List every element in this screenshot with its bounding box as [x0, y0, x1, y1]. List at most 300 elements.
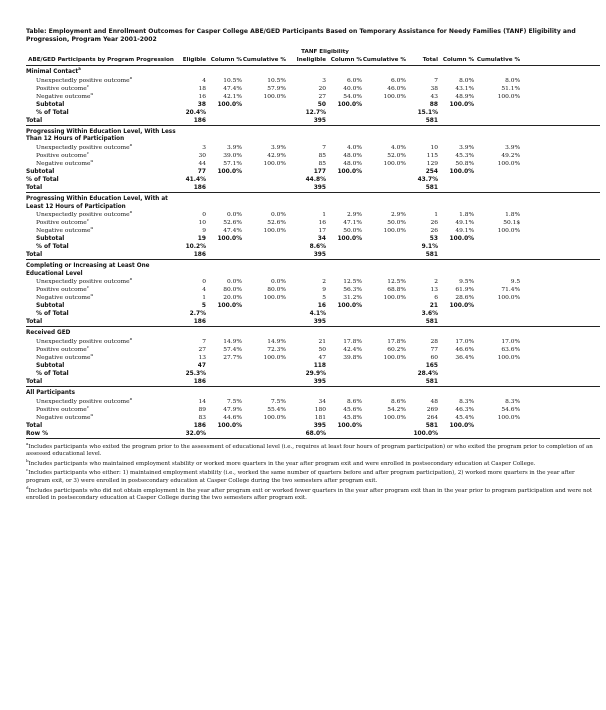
spacer-cell: [520, 251, 600, 260]
table-cell: 395: [286, 378, 326, 387]
table-cell: 55.4%: [267, 406, 286, 413]
table-cell: 60.2%: [387, 346, 406, 353]
spacer-cell: [362, 235, 406, 243]
section-title-text: Progressing Within Education Level, With Less Than 12 Hours of Participation: [26, 128, 176, 143]
row-label: [26, 77, 176, 85]
table-cell: 269: [426, 406, 438, 413]
table-cell: 9: [322, 287, 326, 294]
table-cell: 581: [406, 251, 438, 260]
total-row: [26, 378, 600, 387]
row-label: [26, 251, 176, 260]
table-cell: 14.9%: [267, 338, 286, 345]
table-cell: 50: [318, 346, 326, 353]
row-label: [26, 378, 176, 387]
spacer-cell: [520, 346, 600, 354]
row-label-text: Subtotal: [36, 236, 65, 243]
row-label: [26, 430, 176, 439]
table-cell: 39.0%: [223, 152, 242, 159]
spacer-cell: [520, 386, 600, 397]
table-row: [26, 346, 600, 354]
spacer-cell: [176, 192, 206, 211]
table-cell: 118: [313, 362, 326, 369]
spacer-cell: [242, 243, 286, 251]
footnote-marker: b: [26, 457, 29, 463]
row-label-text: Total: [26, 252, 43, 259]
table-cell: 17.8%: [343, 338, 362, 345]
row-label: [26, 144, 176, 152]
table-cell: 49.1%: [455, 220, 475, 227]
row-label-text: Negative outcome: [36, 295, 91, 302]
spacer-cell: [206, 386, 242, 397]
table-cell: 1.8%: [459, 212, 475, 219]
spacer-cell: [206, 66, 242, 77]
spacer-cell: [242, 362, 286, 370]
footnote-marker: c: [86, 286, 89, 290]
spacer-cell: [326, 184, 362, 193]
spacer-cell: [438, 176, 474, 184]
table-cell: 5: [322, 295, 326, 302]
spacer-cell: [520, 109, 600, 117]
table-row: [26, 152, 600, 160]
row-label: [26, 278, 176, 286]
row-label: [26, 227, 176, 235]
spacer-cell: [362, 109, 406, 117]
table-cell: 186: [176, 318, 206, 327]
row-label-text: Unexpectedly positive outcome: [36, 77, 130, 84]
table-cell: 47.1%: [343, 220, 362, 227]
table-cell: 2: [434, 279, 438, 286]
table-cell: 60: [430, 354, 438, 361]
table-cell: 18: [198, 85, 206, 92]
table-cell: 100.0%: [383, 295, 406, 302]
participants-header: ABE/GED Participants by Program Progression: [26, 57, 176, 66]
footnote-marker: c: [86, 405, 89, 409]
table-cell: 100.0%: [263, 414, 286, 421]
spacer-cell: [362, 327, 406, 338]
spacer-cell: [520, 260, 600, 279]
spacer-cell: [474, 260, 520, 279]
table-cell: 13: [430, 287, 438, 294]
spacer-cell: [176, 260, 206, 279]
subtotal-row: [26, 168, 600, 176]
table-cell: 100.0%: [497, 414, 521, 421]
total-row: [26, 117, 600, 126]
row-label-text: % of Total: [36, 311, 69, 318]
footnote-marker: d: [90, 294, 94, 298]
table-cell: 40.0%: [343, 85, 362, 92]
spacer-cell: [474, 310, 520, 318]
table-cell: 80.0%: [223, 287, 242, 294]
row-label-text: Total: [26, 184, 43, 191]
section-title-row: [26, 192, 600, 211]
table-cell: 48.0%: [343, 152, 362, 159]
footnote-marker: b: [129, 143, 133, 147]
table-cell: 25.3%: [185, 370, 206, 377]
table-cell: 16: [318, 220, 326, 227]
spacer-cell: [474, 125, 520, 144]
spacer-cell: [206, 109, 242, 117]
table-row: [26, 406, 600, 414]
spacer-cell: [242, 302, 286, 310]
table-cell: 89: [198, 406, 206, 413]
footnote-text: Includes participants who did not obtain employment in the year after program exit or worked fewer quarters in the year after program exit than in the year prior to program participation and were not enrolled in postsecondary education at Casper College during the two semesters after program exit.: [26, 487, 593, 502]
percent-of-total-row: [26, 370, 600, 378]
table-cell: 46.6%: [455, 346, 475, 353]
table-cell: 49.1%: [455, 228, 475, 235]
section-title-text: Progressing Within Education Level, With at Least 12 Hours of Participation: [26, 195, 168, 210]
table-cell: 27: [318, 93, 326, 100]
table-cell: 68.0%: [286, 430, 326, 439]
spacer-cell: [362, 176, 406, 184]
spacer-cell: [474, 422, 520, 430]
spacer-cell: [362, 101, 406, 109]
table-cell: 28.6%: [455, 295, 475, 302]
spacer-cell: [438, 378, 474, 387]
table-cell: 28: [430, 338, 438, 345]
table-cell: 45.4%: [455, 414, 475, 421]
table-cell: 36.4%: [455, 354, 475, 361]
row-label: [26, 302, 176, 310]
table-cell: 100.0%: [263, 228, 286, 235]
spacer-cell: [438, 192, 474, 211]
spacer-cell: [474, 101, 520, 109]
table-cell: 42.9%: [267, 152, 286, 159]
spacer-cell: [286, 192, 326, 211]
table-row: [26, 77, 600, 85]
table-cell: 0.0%: [271, 212, 286, 219]
spacer-cell: [362, 378, 406, 387]
footnote-marker: a: [78, 66, 81, 72]
row-label-text: Negative outcome: [36, 93, 91, 100]
table-cell: 54.0%: [343, 93, 362, 100]
table-cell: 9.5: [510, 279, 521, 286]
subtotal-row: [26, 101, 600, 109]
table-row: [26, 294, 600, 302]
total-row: [26, 251, 600, 260]
section-title: [26, 260, 176, 282]
row-label: [26, 406, 176, 414]
spacer-cell: [242, 327, 286, 338]
table-cell: 48: [430, 398, 438, 405]
table-cell: 100.0%: [217, 422, 242, 429]
row-label-text: Unexpectedly positive outcome: [36, 212, 130, 219]
table-cell: 50.8%: [455, 160, 475, 167]
spacer-cell: [206, 184, 242, 193]
spacer-cell: [520, 66, 600, 77]
spacer-cell: [286, 327, 326, 338]
table-cell: [206, 362, 242, 370]
spacer-cell: [474, 318, 520, 327]
spacer-cell: [206, 378, 242, 387]
table-cell: 45.8%: [343, 414, 362, 421]
spacer-cell: [242, 101, 286, 109]
spacer-cell: [406, 192, 438, 211]
percent-of-total-row: [26, 109, 600, 117]
spacer-cell: [474, 168, 520, 176]
table-cell: 8.3%: [505, 398, 521, 405]
spacer-cell: [406, 125, 438, 144]
spacer-cell: [520, 176, 600, 184]
spacer-cell: [176, 66, 206, 77]
table-cell: 26: [430, 228, 438, 235]
table-row: [26, 160, 600, 168]
table-cell: 45.6%: [343, 406, 362, 413]
spacer-cell: [326, 386, 362, 397]
table-row: [26, 354, 600, 362]
footnote-marker: c: [26, 467, 29, 473]
table-cell: 100.0%: [497, 354, 521, 361]
section-title-row: [26, 386, 600, 397]
subtotal-row: [26, 302, 600, 310]
table-cell: 43.7%: [417, 176, 438, 183]
table-cell: 8.3%: [459, 398, 475, 405]
table-cell: 85: [318, 152, 326, 159]
spacer-cell: [206, 260, 242, 279]
table-cell: 21: [429, 303, 438, 310]
table-cell: 100.0%: [449, 236, 475, 243]
table-row: [26, 144, 600, 152]
table-cell: 68.8%: [387, 287, 406, 294]
table-cell: 186: [176, 184, 206, 193]
spacer-cell: [362, 260, 406, 279]
row-label: [26, 354, 176, 362]
spacer-cell: [326, 243, 362, 251]
row-label: [26, 117, 176, 126]
table-cell: 88: [429, 101, 438, 108]
table-row: [26, 93, 600, 101]
row-label-text: Negative outcome: [36, 160, 91, 167]
row-label-text: Positive outcome: [36, 406, 87, 413]
table-cell: 100.0%: [383, 160, 406, 167]
table-cell: 14: [198, 398, 206, 405]
spacer-cell: [406, 327, 438, 338]
table-row: [26, 219, 600, 227]
spacer-cell: [520, 152, 600, 160]
spacer-cell: [326, 260, 362, 279]
spacer-cell: [520, 398, 600, 406]
table-cell: 3: [322, 77, 326, 84]
table-cell: 54.6%: [501, 406, 521, 413]
row-label: [26, 152, 176, 160]
table-cell: 13: [198, 354, 206, 361]
spacer-cell: [438, 117, 474, 126]
table-cell: 100.0%: [449, 422, 475, 429]
table-cell: 581: [406, 117, 438, 126]
row-label: [26, 286, 176, 294]
table-cell: 34: [317, 236, 326, 243]
spacer-cell: [474, 243, 520, 251]
table-cell: 395: [286, 251, 326, 260]
table-cell: 180: [314, 406, 326, 413]
percent-of-total-row: [26, 176, 600, 184]
eligible-column-pct-header: Column %: [206, 57, 242, 66]
section-title-row: [26, 260, 600, 279]
table-cell: 8.6%: [309, 244, 326, 251]
table-cell: 20: [318, 85, 326, 92]
row-label-text: % of Total: [36, 244, 69, 251]
table-cell: 129: [426, 160, 438, 167]
spacer-cell: [242, 310, 286, 318]
row-label-text: Subtotal: [36, 362, 65, 369]
footnote-text: Includes participants who either: 1) maintained employment stability (i.e., worked the same number of quarters before and after program participation), 2) worked more quarters in the year after program exit, or 3) were enrolled in postsecondary education at Casper College during the two semesters after program exit.: [26, 470, 575, 484]
row-label-text: Total: [26, 117, 43, 124]
spacer-cell: [520, 211, 600, 219]
table-cell: 48.9%: [455, 93, 475, 100]
table-cell: 17.8%: [387, 338, 406, 345]
spacer-cell: [362, 184, 406, 193]
spacer-cell: [438, 243, 474, 251]
spacer-cell: [474, 251, 520, 260]
spacer-cell: [206, 370, 242, 378]
row-label-text: % of Total: [26, 176, 59, 183]
spacer-cell: [326, 318, 362, 327]
table-cell: 71.4%: [501, 287, 521, 294]
table-cell: 100.0%: [263, 295, 286, 302]
spacer-cell: [326, 192, 362, 211]
spacer-cell: [362, 422, 406, 430]
spacer-cell: [520, 362, 600, 370]
column-header-row: [26, 57, 600, 66]
spacer-cell: [438, 251, 474, 260]
table-cell: 2.7%: [189, 311, 206, 318]
table-cell: 12.7%: [305, 109, 326, 116]
spacer-cell: [326, 109, 362, 117]
table-cell: 80.0%: [267, 287, 286, 294]
table-cell: 30: [198, 152, 206, 159]
spacer-cell: [474, 109, 520, 117]
spacer-cell: [406, 386, 438, 397]
table-cell: 54.2%: [387, 406, 406, 413]
spacer-cell: [242, 370, 286, 378]
spacer-cell: [326, 310, 362, 318]
spacer-cell: [520, 338, 600, 346]
table-cell: 32.0%: [176, 430, 206, 439]
footnote-marker: c: [86, 151, 89, 155]
table-cell: 41.4%: [185, 176, 206, 183]
spacer-cell: [438, 184, 474, 193]
footnote-text: Includes participants who maintained employment stability or worked more quarters in the year after program exit and were enrolled in postsecondary education at Casper College.: [28, 460, 536, 467]
spacer-cell: [242, 109, 286, 117]
spacer-cell: [474, 66, 520, 77]
footnotes: [26, 440, 600, 503]
table-cell: 50.1$: [503, 220, 521, 227]
section-title-text: Completing or Increasing at Least One Educational Level: [26, 263, 150, 277]
row-label: [26, 422, 176, 430]
spacer-cell: [520, 422, 600, 430]
table-cell: 100.0%: [337, 236, 362, 243]
spacer-cell: [362, 192, 406, 211]
spacer-cell: [520, 278, 600, 286]
row-label-text: Negative outcome: [36, 354, 91, 361]
spacer-cell: [474, 302, 520, 310]
table-cell: 5: [201, 303, 206, 310]
table-cell: 100.0%: [217, 303, 242, 310]
row-label: [26, 414, 176, 422]
table-cell: 100.0%: [337, 168, 362, 175]
spacer-cell: [326, 176, 362, 184]
percent-of-total-row: [26, 310, 600, 318]
table-cell: 43: [430, 93, 438, 100]
spacer-cell: [520, 77, 600, 85]
table-cell: 57.1%: [223, 160, 242, 167]
spacer-cell: [520, 302, 600, 310]
row-label-text: Unexpectedly positive outcome: [36, 338, 130, 345]
spacer-cell: [474, 362, 520, 370]
spacer-cell: [438, 327, 474, 338]
table-cell: 52.0%: [387, 152, 406, 159]
spacer-cell: [242, 251, 286, 260]
outcomes-table: [26, 48, 600, 439]
row-label-text: % of Total: [36, 109, 69, 116]
section-title-row: [26, 327, 600, 338]
table-cell: 9: [202, 228, 206, 235]
spacer-cell: [520, 318, 600, 327]
spacer-cell: [520, 93, 600, 101]
section-title-text: Minimal Contact: [26, 69, 79, 76]
spacer-cell: [176, 125, 206, 144]
table-body: [26, 66, 600, 438]
table-cell: 50.0%: [343, 228, 362, 235]
table-cell: 47.9%: [223, 406, 242, 413]
table-cell: 1.8%: [505, 212, 521, 219]
row-label: [26, 362, 176, 370]
row-label: [26, 109, 176, 117]
table-cell: 4: [202, 287, 206, 294]
spacer-cell: [242, 117, 286, 126]
table-row: [26, 286, 600, 294]
row-label-text: Subtotal: [36, 101, 65, 108]
table-cell: 46.0%: [387, 85, 406, 92]
spacer-cell: [520, 430, 600, 439]
spacer-cell: [206, 125, 242, 144]
row-label: [26, 85, 176, 93]
footnote-marker: d: [90, 227, 94, 231]
row-label: [26, 294, 176, 302]
row-label-text: Subtotal: [26, 168, 55, 175]
table-cell: 42.1%: [223, 93, 242, 100]
table-cell: 0.0%: [227, 212, 242, 219]
table-row: [26, 278, 600, 286]
table-cell: 12.5%: [387, 279, 406, 286]
table-cell: 3: [202, 144, 206, 151]
table-cell: 3.9%: [459, 144, 475, 151]
spacer-cell: [474, 184, 520, 193]
table-cell: 6.0%: [391, 77, 406, 84]
table-cell: 100.0%: [337, 101, 362, 108]
table-cell: 7: [322, 144, 326, 151]
table-cell: 100.0%: [217, 236, 242, 243]
spacer-cell: [242, 318, 286, 327]
spacer-cell: [326, 378, 362, 387]
table-cell: 100.0%: [497, 93, 521, 100]
table-cell: 3.9%: [505, 144, 521, 151]
spacer-cell: [326, 251, 362, 260]
spacer-cell: [326, 327, 362, 338]
footnote: [26, 457, 600, 469]
table-cell: 395: [286, 318, 326, 327]
table-cell: 581: [406, 318, 438, 327]
spacer-cell: [520, 160, 600, 168]
row-label-text: Row %: [26, 430, 48, 437]
row-label: [26, 310, 176, 318]
table-cell: 61.9%: [455, 287, 475, 294]
spacer-cell: [520, 354, 600, 362]
spacer-cell: [438, 109, 474, 117]
subtotal-row: [26, 235, 600, 243]
table-cell: 1: [434, 212, 438, 219]
row-label: [26, 176, 176, 184]
table-cell: 50: [317, 101, 326, 108]
